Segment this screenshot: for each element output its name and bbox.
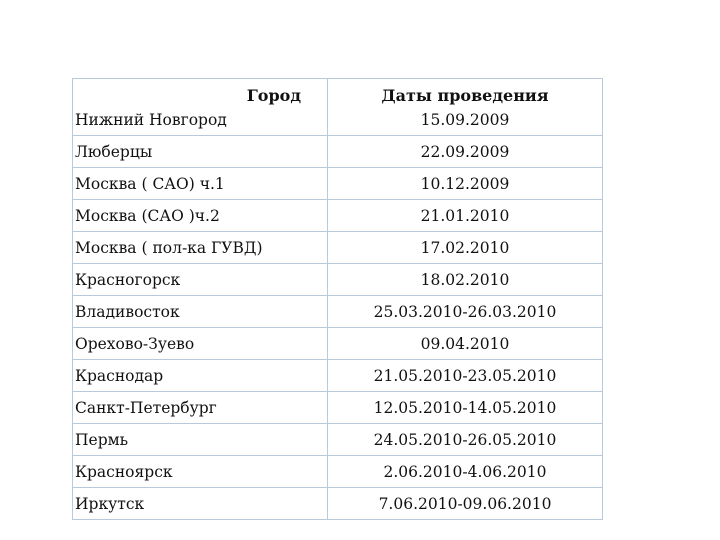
city-cell: Москва ( САО) ч.1 [73, 168, 328, 200]
dates-cell: 2.06.2010-4.06.2010 [328, 456, 603, 488]
city-cell: Орехово-Зуево [73, 328, 328, 360]
city-cell: Красногорск [73, 264, 328, 296]
city-cell: Москва ( пол-ка ГУВД) [73, 232, 328, 264]
city-cell: Санкт-Петербург [73, 392, 328, 424]
city-cell: Красноярск [73, 456, 328, 488]
city-cell: Владивосток [73, 296, 328, 328]
table-row [73, 200, 603, 232]
dates-cell: 24.05.2010-26.05.2010 [328, 424, 603, 456]
table-row [73, 105, 603, 136]
dates-cell: 15.09.2009 [328, 105, 603, 136]
table-row [73, 264, 603, 296]
table-row [73, 232, 603, 264]
table-body [73, 105, 603, 520]
table-row [73, 488, 603, 520]
dates-cell: 18.02.2010 [328, 264, 603, 296]
city-cell: Москва (САО )ч.2 [73, 200, 328, 232]
city-cell: Нижний Новгород [73, 105, 328, 136]
dates-cell: 25.03.2010-26.03.2010 [328, 296, 603, 328]
header-city: Город [73, 79, 328, 106]
city-cell: Краснодар [73, 360, 328, 392]
dates-cell: 10.12.2009 [328, 168, 603, 200]
table-row [73, 392, 603, 424]
table-row [73, 296, 603, 328]
dates-cell: 22.09.2009 [328, 136, 603, 168]
header-dates: Даты проведения [328, 79, 603, 106]
dates-cell: 7.06.2010-09.06.2010 [328, 488, 603, 520]
city-cell: Пермь [73, 424, 328, 456]
table-row [73, 168, 603, 200]
city-cell: Иркутск [73, 488, 328, 520]
dates-cell: 12.05.2010-14.05.2010 [328, 392, 603, 424]
dates-cell: 09.04.2010 [328, 328, 603, 360]
schedule-table-container [72, 78, 602, 520]
table-header [73, 79, 603, 106]
dates-cell: 21.05.2010-23.05.2010 [328, 360, 603, 392]
header-row [73, 79, 603, 106]
table-row [73, 136, 603, 168]
dates-cell: 17.02.2010 [328, 232, 603, 264]
table-row [73, 360, 603, 392]
table-row [73, 328, 603, 360]
dates-cell: 21.01.2010 [328, 200, 603, 232]
city-cell: Люберцы [73, 136, 328, 168]
table-row [73, 424, 603, 456]
table-row [73, 456, 603, 488]
schedule-table [72, 78, 603, 520]
